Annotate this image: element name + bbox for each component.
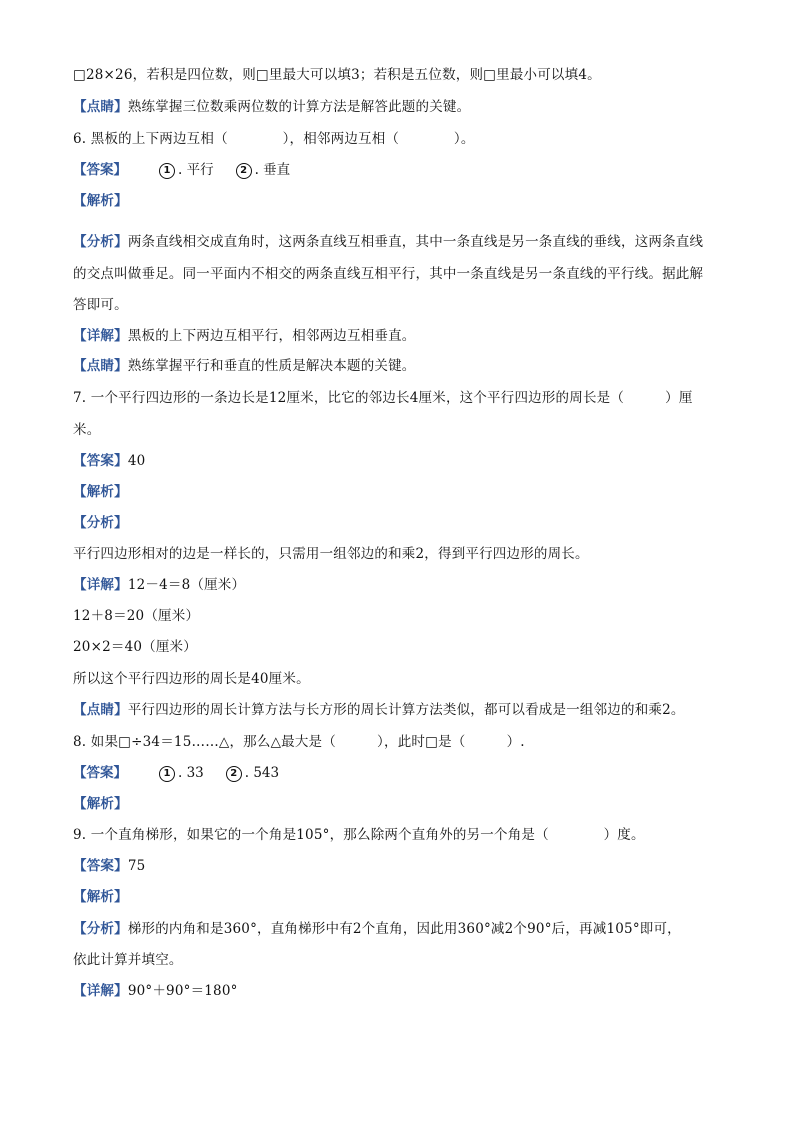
circled-number-1: 1: [159, 766, 175, 782]
answer-option-text: . 平行: [178, 162, 214, 178]
circled-number-1: 1: [159, 163, 175, 179]
dianjing-line: [73, 357, 416, 375]
circled-number-2: 2: [236, 163, 252, 179]
text-line: 平行四边形相对的边是一样长的，只需用一组邻边的和乘2，得到平行四边形的周长。: [73, 546, 589, 562]
text-line: 答即可。: [73, 297, 128, 313]
text-line: 12＋8＝20（厘米）: [73, 608, 200, 624]
xiangjie-text: 90°＋90°＝180°: [127, 983, 238, 999]
dianjing-tag: 【点睛】: [73, 702, 128, 718]
answer-8: [73, 764, 279, 782]
dianjing-line: [73, 98, 470, 116]
xiangjie-tag: 【详解】: [73, 577, 128, 593]
dianjing-tag: 【点睛】: [73, 99, 128, 115]
text-line: 米。: [73, 422, 101, 438]
circled-number-2: 2: [226, 766, 242, 782]
answer-option-2: [226, 764, 279, 782]
fenxi-tag: 【分析】: [73, 234, 128, 250]
jiexi-tag: 【解析】: [73, 193, 128, 209]
answer-tag: 【答案】: [73, 858, 128, 874]
dianjing-text: 熟练掌握平行和垂直的性质是解决本题的关键。: [127, 358, 416, 374]
dianjing-tag: 【点睛】: [73, 358, 128, 374]
answer-option-text: . 垂直: [254, 162, 291, 178]
fenxi-text: 梯形的内角和是360°，直角梯形中有2个直角，因此用360°减2个90°后，再减105°即可，: [127, 921, 681, 937]
xiangjie-text: 12－4＝8（厘米）: [127, 577, 246, 593]
answer-value: 40: [127, 453, 146, 469]
xiangjie-line: [73, 982, 238, 1000]
jiexi-tag: 【解析】: [73, 796, 128, 812]
answer-9: [73, 857, 145, 875]
answer-6: [73, 161, 290, 179]
dianjing-text: 熟练掌握三位数乘两位数的计算方法是解答此题的关键。: [127, 99, 471, 115]
answer-tag: 【答案】: [73, 162, 127, 178]
answer-7: [73, 452, 145, 470]
fenxi-tag: 【分析】: [73, 515, 128, 531]
question-8: 8. 如果□÷34＝15……△，那么△最大是（ ），此时□是（ ）.: [73, 734, 525, 750]
question-6: 6. 黑板的上下两边互相（ ），相邻两边互相（ ）。: [73, 131, 475, 147]
question-9: 9. 一个直角梯形，如果它的一个角是105°，那么除两个直角外的另一个角是（ ）度。: [73, 827, 645, 843]
jiexi-tag: 【解析】: [73, 484, 128, 500]
answer-option-text: . 33: [178, 765, 204, 781]
xiangjie-text: 黑板的上下两边互相平行，相邻两边互相垂直。: [127, 328, 416, 344]
fenxi-line: [73, 920, 681, 938]
text-line: 20×2＝40（厘米）: [73, 639, 197, 655]
fenxi-line: [73, 233, 703, 251]
fenxi-tag: 【分析】: [73, 921, 128, 937]
xiangjie-tag: 【详解】: [73, 328, 128, 344]
answer-value: 75: [127, 858, 146, 874]
text-line: 依此计算并填空。: [73, 952, 183, 968]
dianjing-text: 平行四边形的周长计算方法与长方形的周长计算方法类似，都可以看成是一组邻边的和乘2。: [127, 702, 685, 718]
answer-option-text: . 543: [244, 765, 280, 781]
question-7: 7. 一个平行四边形的一条边长是12厘米，比它的邻边长4厘米，这个平行四边形的周长是（ ）厘: [73, 390, 693, 406]
xiangjie-line: [73, 327, 416, 345]
answer-tag: 【答案】: [73, 765, 127, 781]
text-line: 的交点叫做垂足。同一平面内不相交的两条直线互相平行，其中一条直线是另一条直线的平行线。据此解: [73, 266, 704, 282]
answer-tag: 【答案】: [73, 453, 128, 469]
jiexi-tag: 【解析】: [73, 889, 128, 905]
dianjing-line: [73, 701, 685, 719]
text-line: □28×26，若积是四位数，则□里最大可以填3；若积是五位数，则□里最小可以填4。: [73, 67, 601, 83]
fenxi-text: 两条直线相交成直角时，这两条直线互相垂直，其中一条直线是另一条直线的垂线，这两条直线: [127, 234, 704, 250]
xiangjie-tag: 【详解】: [73, 983, 128, 999]
answer-option-1: [159, 764, 204, 782]
xiangjie-line: [73, 576, 245, 594]
text-line: 所以这个平行四边形的周长是40厘米。: [73, 671, 310, 687]
answer-option-1: [159, 161, 214, 179]
answer-option-2: [236, 161, 291, 179]
